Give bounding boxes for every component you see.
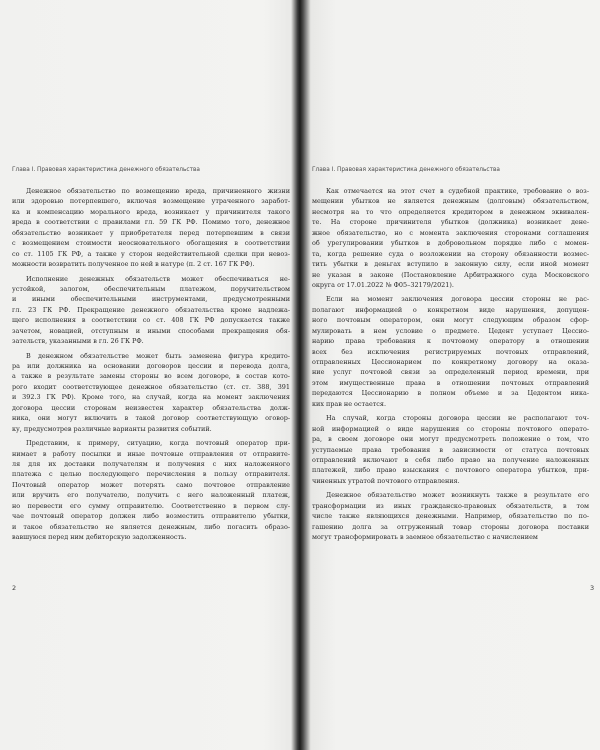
text-line: могут трансформировать в заемное обязательство с начислением [312, 533, 538, 541]
text-line: можности возвратить полученное по ней в натуре (п. 2 ст. 167 ГК РФ). [12, 260, 255, 269]
text-line: устойкой, залогом, обеспечительным платежом, поручительством [12, 284, 290, 293]
text-line: отправлений включают в себя либо право на получение наложенных [312, 455, 589, 464]
text-line: рого входит соответствующее денежное обязательство (ст. ст. 388, 391 [12, 382, 290, 391]
text-line: и такое обязательство не является денежным, либо погасить образо- [12, 522, 290, 531]
text-line: отправленных Цессионарием по конкретному договору на оказа- [312, 358, 589, 366]
right-page [300, 0, 600, 750]
left-page-body [12, 186, 290, 546]
text-line: гашению долга за отгруженный товар стороны договора поставки [312, 522, 589, 531]
right-running-head: Глава I. Правовая характеристика денежного обязательства [312, 167, 500, 173]
text-line: Если на момент заключения договора цессии стороны не рас- [326, 295, 589, 304]
text-line: но перевести его сумму отправителю. Соответственно в первом слу- [12, 501, 290, 510]
text-line: ного почтовым оператором, они могут следующим образом сфор- [312, 316, 589, 325]
text-line: нарию права требования к почтовому оператору в отношении [312, 337, 589, 346]
text-line: уступаемые права требования в зависимости от статуса почтовых [312, 445, 589, 454]
left-page-number: 2 [12, 584, 17, 592]
text-line: платежа с целью последующего перечисления в пользу отправителя. [12, 470, 290, 479]
text-line: те. На стороне причинителя убытков (должника) возникает дене- [312, 218, 589, 227]
text-line: ра, в своем договоре они могут предусмотреть положение о том, что [312, 435, 589, 444]
text-line: тить убытки в деньгах вступило в законную силу, если иной момент [312, 260, 589, 269]
paragraph [312, 490, 589, 542]
text-line: и иными обеспечительными инструментами, предусмотренными [12, 295, 290, 304]
text-line: чиненных утратой почтового отправления. [312, 476, 460, 485]
text-line: округа от 17.01.2022 № Ф05–32179/2021). [312, 280, 454, 289]
text-line: или вручить его получателю, получить с него наложенный платеж, [12, 491, 290, 500]
text-line: полагают информацией о конкретном виде нарушения, допущен- [312, 305, 589, 314]
paragraph [312, 294, 589, 409]
text-line: обязательство возникает у приобретателя перед потерпевшим в связи [12, 228, 290, 237]
text-line: платежей, либо право взыскания с почтового оператора убытков, при- [312, 466, 589, 475]
text-line: и 392.3 ГК РФ). Кроме того, на случай, когда на момент заключения [12, 393, 290, 402]
text-line: жное обязательство, но с момента заключения сторонами соглашения [312, 228, 589, 237]
paragraph [312, 186, 589, 290]
text-line: ной информацией о виде нарушения со стороны почтового операто- [312, 424, 589, 433]
text-line: зачетом, новацией, отступным и иными способами прекращения обя- [12, 326, 290, 335]
right-page-body [312, 186, 589, 546]
text-line: На случай, когда стороны договора цессии не располагают точ- [326, 414, 589, 423]
text-line: а также в результате замены стороны во всем договоре, в состав кото- [12, 372, 290, 381]
text-line: Как отмечается на этот счет в судебной практике, требование о воз- [326, 187, 589, 195]
text-line: или здоровью потерпевшего, включая возмещение утраченного заработ- [12, 197, 290, 206]
text-line: Почтовый оператор может потерять само почтовое отправление [12, 480, 290, 489]
text-line: Исполнение денежных обязательств может обеспечиваться не- [26, 274, 290, 283]
text-line: не указан в законе (Постановление Арбитражного суда Московского [312, 270, 589, 279]
text-line: ких прав не остается. [312, 399, 387, 408]
text-line: со ст. 1105 ГК РФ, а также у сторон недействительной сделки при невоз- [12, 249, 290, 258]
text-line: с возмещением стоимости неосновательного обогащения в соответствии [12, 239, 290, 248]
left-page [0, 0, 292, 750]
text-line: Денежное обязательство может возникнуть также в результате его [326, 491, 589, 500]
text-line: всех без исключения регистрируемых почтовых отправлений, [312, 347, 589, 356]
text-line: зательств, указанными в гл. 26 ГК РФ. [12, 337, 144, 346]
text-line: гл. 23 ГК РФ. Прекращение денежного обязательства кроме надлежа- [12, 305, 290, 314]
text-line: мещении убытков не является денежным (долговым) обязательством, [312, 197, 589, 206]
paragraph [12, 186, 290, 270]
text-line: ка и компенсацию морального вреда, возникает у причинителя такого [12, 207, 290, 216]
text-line: вреда в соответствии с правилами гл. 59 ГК РФ. Помимо того, денежное [12, 218, 290, 227]
text-line: Представим, к примеру, ситуацию, когда почтовый оператор при- [26, 439, 290, 448]
text-line: ра или должника на основании договоров цессии и перевода долга, [12, 362, 290, 370]
text-line: та, когда решение суда о возложении на сторону обязанности возмес- [312, 249, 589, 258]
text-line: этом имущественные права в отношении почтовых отправлений [312, 378, 589, 387]
text-line: несмотря на то что определяется кредитором в денежном эквивален- [312, 207, 589, 216]
text-line: нимает в работу посылки и иные почтовые отправления от отправите- [12, 449, 290, 458]
text-line: вавшуюся перед ним дебиторскую задолженность. [12, 533, 187, 541]
text-line: об урегулировании убытков в добровольном порядке либо с момен- [312, 239, 589, 248]
paragraph [12, 351, 290, 435]
text-line: ку, предусмотрев различные варианты развития событий. [12, 424, 212, 433]
text-line: Денежное обязательство по возмещению вреда, причиненного жизни [26, 187, 290, 195]
text-line: числе также являющихся денежными. Например, обязательство по по- [312, 512, 589, 521]
paragraph [12, 438, 290, 542]
text-line: договора цессии сторонам неизвестен характер обязательства долж- [12, 403, 290, 412]
right-page-number: 3 [590, 584, 595, 592]
text-line: ника, они могут включить в такой договор соответствующую оговор- [12, 414, 290, 423]
text-line: В денежном обязательстве может быть заменена фигура кредито- [26, 351, 290, 360]
text-line: щего исполнения в соответствии со ст. 408 ГК РФ допускается также [12, 316, 290, 325]
text-line: передаются Цессионарию в полном объеме и за Цедентом ника- [312, 389, 589, 398]
text-line: трансформации из иных гражданско-правовых обязательств, в том [312, 501, 589, 510]
left-running-head: Глава I. Правовая характеристика денежного обязательства [12, 167, 200, 173]
text-line: ля для их доставки получателям и получения с них наложенного [12, 459, 290, 468]
text-line: ние услуг почтовой связи за определенный период времени, при [312, 368, 589, 377]
paragraph [312, 413, 589, 486]
paragraph [12, 274, 290, 347]
text-line: чае почтовый оператор должен либо возместить отправителю убытки, [12, 512, 290, 521]
text-line: мулировать в нем условие о предмете. Цедент уступает Цессио- [312, 326, 589, 335]
